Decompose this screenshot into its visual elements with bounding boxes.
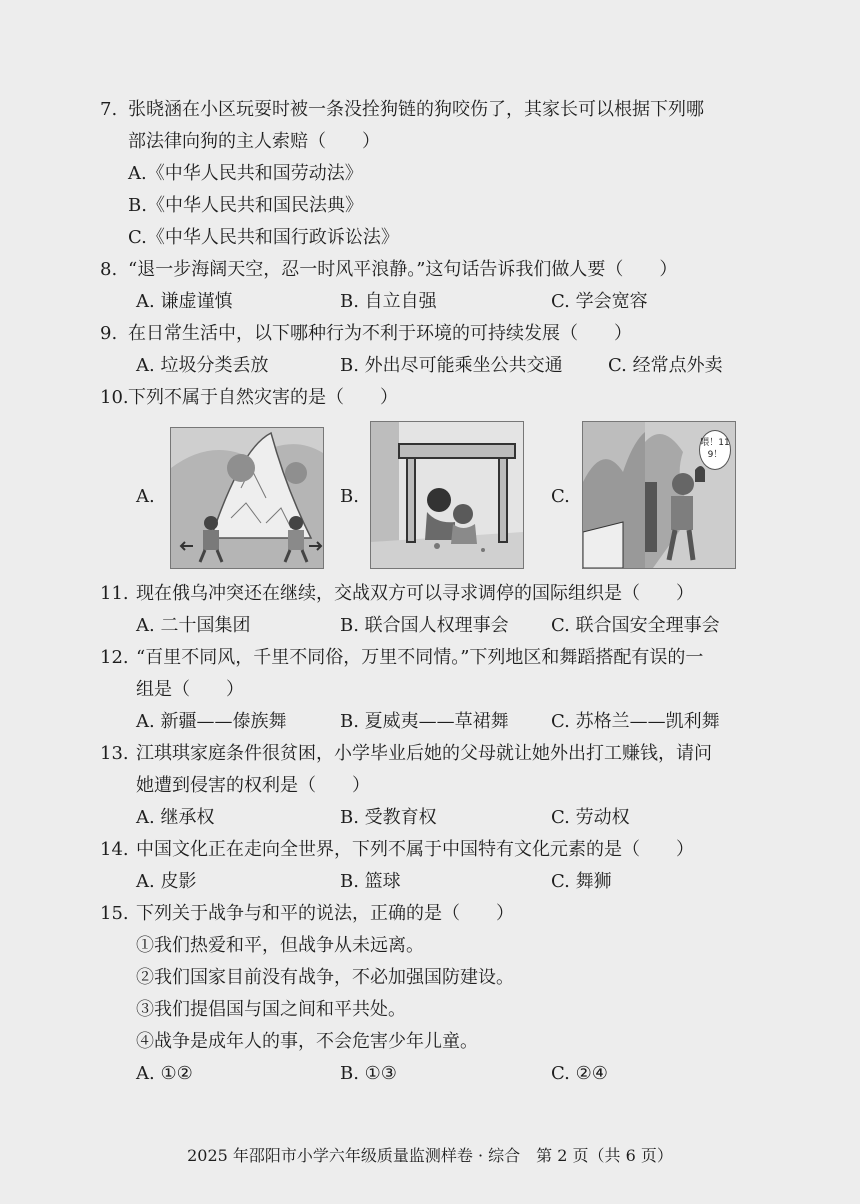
question-15-statement-4: ④战争是成年人的事，不会危害少年儿童。 <box>136 1031 478 1052</box>
question-14-option-c: C. 舞狮 <box>551 871 612 892</box>
question-15-statement-3: ③我们提倡国与国之间和平共处。 <box>136 999 406 1020</box>
question-10-option-b-label: B. <box>340 486 359 507</box>
earthquake-shelter-illustration <box>370 421 524 569</box>
question-10-option-a-label: A. <box>136 486 155 507</box>
question-15-statement-2: ②我们国家目前没有战争，不必加强国防建设。 <box>136 967 514 988</box>
question-14-number: 14. <box>100 839 129 860</box>
question-7-option-c: C.《中华人民共和国行政诉讼法》 <box>128 227 399 248</box>
question-12-option-a: A. 新疆——傣族舞 <box>136 711 287 732</box>
question-15-option-c: C. ②④ <box>551 1063 608 1084</box>
question-7-option-b: B.《中华人民共和国民法典》 <box>128 195 363 216</box>
question-9-stem: 在日常生活中，以下哪种行为不利于环境的可持续发展（ ） <box>128 323 632 344</box>
question-8-stem: “退一步海阔天空，忍一时风平浪静。”这句话告诉我们做人要（ ） <box>128 259 678 280</box>
question-10-number: 10. <box>100 387 129 408</box>
question-9-number: 9. <box>100 323 118 344</box>
question-13-option-a: A. 继承权 <box>136 807 215 828</box>
question-15-stem: 下列关于战争与和平的说法，正确的是（ ） <box>136 903 514 924</box>
question-11-option-a: A. 二十国集团 <box>136 615 251 636</box>
question-13-stem-line-2: 她遭到侵害的权利是（ ） <box>136 775 370 796</box>
question-8-option-a: A. 谦虚谨慎 <box>136 291 233 312</box>
question-14-option-a: A. 皮影 <box>136 871 197 892</box>
question-9-option-a: A. 垃圾分类丢放 <box>136 355 269 376</box>
question-15-number: 15. <box>100 903 129 924</box>
question-7-number: 7. <box>100 99 118 120</box>
question-13-option-c: C. 劳动权 <box>551 807 630 828</box>
question-12-option-b: B. 夏威夷——草裙舞 <box>340 711 509 732</box>
question-8-number: 8. <box>100 259 118 280</box>
page-footer: 2025 年邵阳市小学六年级质量监测样卷 · 综合 第 2 页（共 6 页） <box>187 1146 673 1165</box>
question-13-option-b: B. 受教育权 <box>340 807 437 828</box>
question-10-stem: 下列不属于自然灾害的是（ ） <box>128 387 398 408</box>
question-13-stem-line-1: 江琪琪家庭条件很贫困，小学毕业后她的父母就让她外出打工赚钱，请问 <box>136 743 712 764</box>
question-12-number: 12. <box>100 647 129 668</box>
question-11-number: 11. <box>100 583 129 604</box>
question-11-option-b: B. 联合国人权理事会 <box>340 615 509 636</box>
question-12-stem-line-2: 组是（ ） <box>136 679 244 700</box>
question-14-option-b: B. 篮球 <box>340 871 401 892</box>
speech-bubble: 喂！119！ <box>699 430 731 470</box>
question-8-option-c: C. 学会宽容 <box>551 291 648 312</box>
question-10-option-c-label: C. <box>551 486 570 507</box>
question-7-stem-line-2: 部法律向狗的主人索赔（ ） <box>128 131 380 152</box>
question-12-stem-line-1: “百里不同风，千里不同俗，万里不同情。”下列地区和舞蹈搭配有误的一 <box>136 647 704 668</box>
question-7-option-a: A.《中华人民共和国劳动法》 <box>128 163 363 184</box>
house-fire-illustration <box>582 421 736 569</box>
question-9-option-c: C. 经常点外卖 <box>608 355 723 376</box>
question-8-option-b: B. 自立自强 <box>340 291 437 312</box>
question-11-stem: 现在俄乌冲突还在继续，交战双方可以寻求调停的国际组织是（ ） <box>136 583 694 604</box>
question-15-statement-1: ①我们热爱和平，但战争从未远离。 <box>136 935 424 956</box>
question-13-number: 13. <box>100 743 129 764</box>
question-15-option-b: B. ①③ <box>340 1063 397 1084</box>
question-12-option-c: C. 苏格兰——凯利舞 <box>551 711 720 732</box>
question-9-option-b: B. 外出尽可能乘坐公共交通 <box>340 355 563 376</box>
question-14-stem: 中国文化正在走向全世界，下列不属于中国特有文化元素的是（ ） <box>136 839 694 860</box>
question-11-option-c: C. 联合国安全理事会 <box>551 615 720 636</box>
landslide-illustration <box>170 427 324 569</box>
question-15-option-a: A. ①② <box>136 1063 193 1084</box>
question-7-stem-line-1: 张晓涵在小区玩耍时被一条没拴狗链的狗咬伤了，其家长可以根据下列哪 <box>128 99 704 120</box>
